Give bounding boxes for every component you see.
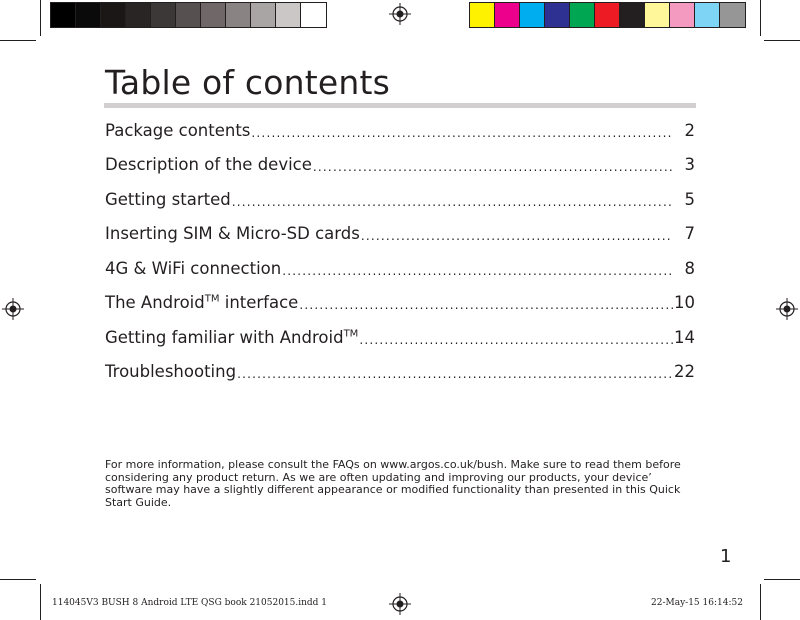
grey-swatch	[126, 3, 151, 27]
crop-mark-tl-vertical	[40, 0, 41, 36]
grey-swatch	[101, 3, 126, 27]
grey-swatch	[201, 3, 226, 27]
page-number: 1	[720, 546, 732, 567]
toc-leader-dots	[251, 126, 673, 140]
toc-leader-dots	[232, 195, 673, 209]
toc-leader-dots	[361, 229, 673, 243]
toc-entry-title: Description of the device	[105, 155, 312, 175]
grey-swatch	[51, 3, 76, 27]
color-swatch	[620, 3, 645, 27]
title-rule	[104, 103, 696, 108]
toc-entry[interactable]	[105, 148, 695, 183]
slug-datetime: 22-May-15 16:14:52	[651, 598, 743, 608]
crop-mark-tr-vertical	[760, 0, 761, 36]
grey-swatch	[251, 3, 276, 27]
registration-mark-left-icon	[2, 298, 24, 320]
color-swatch	[720, 3, 745, 27]
crop-mark-bl-horizontal	[0, 579, 36, 580]
process-color-bar	[469, 2, 746, 28]
toc-page-number: 8	[684, 258, 695, 278]
crop-mark-tr-horizontal	[764, 40, 800, 41]
toc-entry-title: Getting started	[105, 189, 231, 209]
crop-mark-br-horizontal	[764, 579, 800, 580]
toc-entry[interactable]	[105, 320, 695, 355]
toc-entry[interactable]	[105, 251, 695, 286]
toc-entry-title: Troubleshooting	[105, 362, 237, 382]
crop-mark-tl-horizontal	[0, 40, 36, 41]
toc-entry-title: Package contents	[105, 120, 251, 140]
grey-swatch	[276, 3, 301, 27]
toc-entry-title: 4G & WiFi connection	[105, 258, 282, 278]
color-swatch	[495, 3, 520, 27]
color-swatch	[570, 3, 595, 27]
registration-mark-top-icon	[389, 3, 411, 25]
color-swatch	[595, 3, 620, 27]
toc-entry-title: Inserting SIM & Micro-SD cards	[105, 224, 360, 244]
toc-leader-dots	[299, 298, 673, 312]
grey-color-bar	[50, 2, 327, 28]
registration-mark-bottom-icon	[389, 593, 411, 615]
crop-mark-br-vertical	[760, 584, 761, 620]
toc-page-number: 14	[674, 327, 695, 347]
toc-leader-dots	[282, 264, 673, 278]
toc-leader-dots	[359, 333, 673, 347]
color-swatch	[695, 3, 720, 27]
toc-page-number: 5	[684, 189, 695, 209]
toc-entry[interactable]	[105, 355, 695, 390]
color-swatch	[545, 3, 570, 27]
slug-filename: 114045V3 BUSH 8 Android LTE QSG book 21052015.indd 1	[52, 598, 328, 608]
trademark-symbol: TM	[204, 293, 220, 305]
registration-mark-right-icon	[776, 298, 798, 320]
toc-leader-dots	[237, 367, 673, 381]
grey-swatch	[301, 3, 326, 27]
toc-page-number: 22	[674, 362, 695, 382]
grey-swatch	[176, 3, 201, 27]
toc-entry[interactable]	[105, 217, 695, 252]
toc-entry-title: Getting familiar with Android™	[105, 327, 359, 347]
color-swatch	[470, 3, 495, 27]
toc-entry-title: The Android™ interface	[105, 293, 299, 313]
toc-page-number: 7	[684, 224, 695, 244]
toc-page-number: 10	[674, 293, 695, 313]
trademark-symbol: TM	[343, 328, 359, 340]
color-swatch	[645, 3, 670, 27]
footnote: For more information, please consult the FAQs on www.argos.co.uk/bush. Make sure to read them before considering any product return. As we are often updating and improving our products, your device’ software may have a slightly different appearance or modified functionality than presented in this Quick Start Guide.	[105, 458, 681, 509]
toc-entry[interactable]	[105, 286, 695, 321]
grey-swatch	[76, 3, 101, 27]
toc-leader-dots	[313, 160, 673, 174]
toc-page-number: 3	[684, 155, 695, 175]
grey-swatch	[151, 3, 176, 27]
grey-swatch	[226, 3, 251, 27]
page-title: Table of contents	[105, 63, 391, 102]
color-swatch	[520, 3, 545, 27]
toc-entry[interactable]	[105, 182, 695, 217]
color-swatch	[670, 3, 695, 27]
toc-list	[105, 113, 695, 389]
toc-page-number: 2	[684, 120, 695, 140]
crop-mark-bl-vertical	[40, 584, 41, 620]
toc-entry[interactable]	[105, 113, 695, 148]
